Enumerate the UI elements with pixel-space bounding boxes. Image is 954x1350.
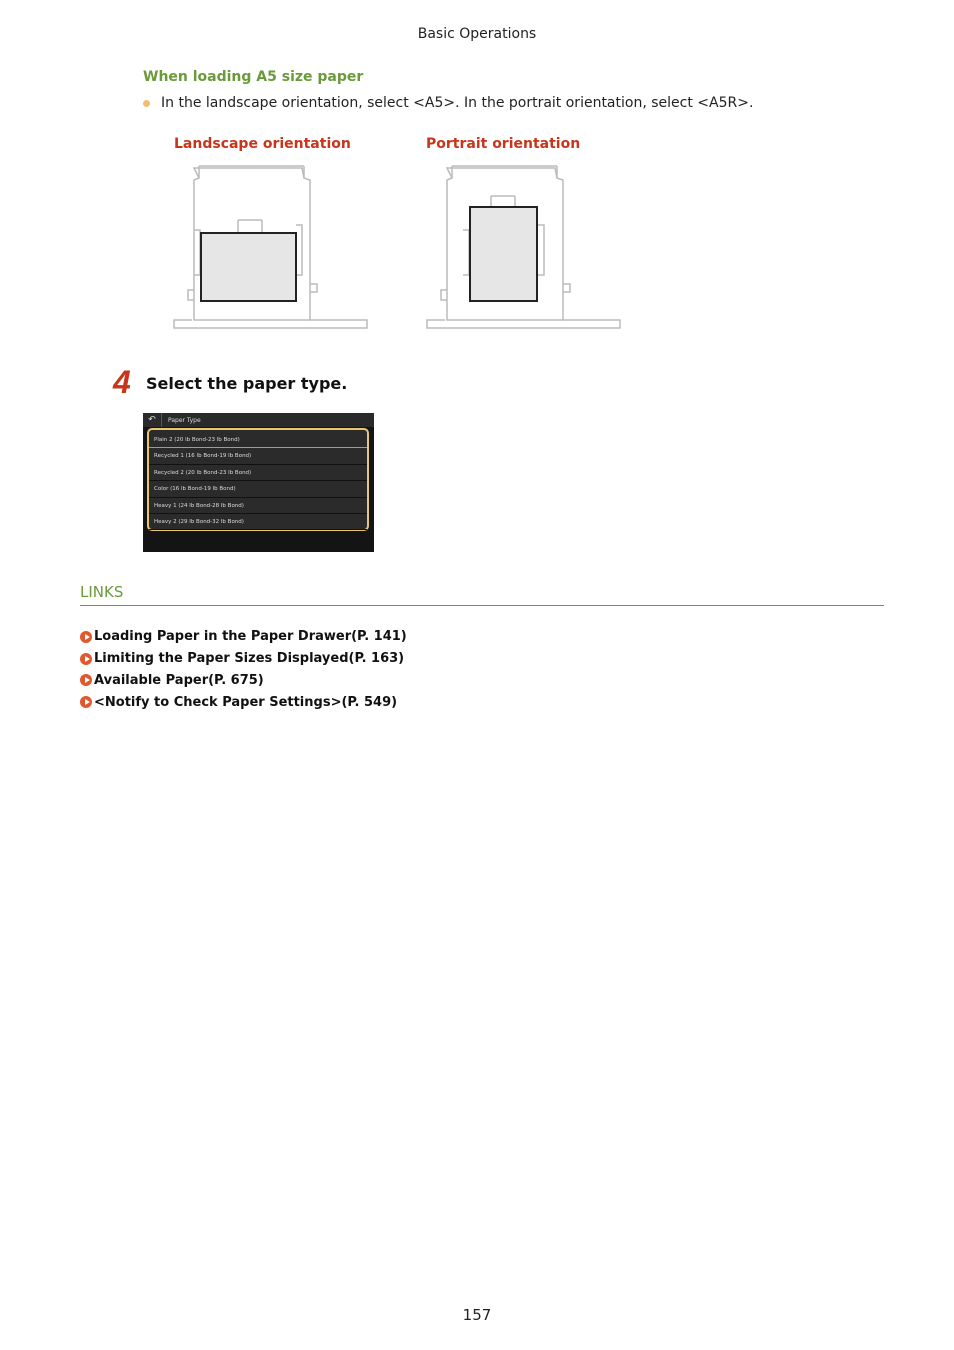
portrait-tray-illustration <box>425 160 625 332</box>
portrait-caption: Portrait orientation <box>426 136 581 152</box>
arrow-circle-icon <box>80 631 92 643</box>
step-title: Select the paper type. <box>146 374 348 393</box>
paper-type-item[interactable]: Recycled 2 (20 lb Bond-23 lb Bond) <box>149 465 367 481</box>
landscape-caption: Landscape orientation <box>174 136 351 152</box>
link-text[interactable]: Loading Paper in the Paper Drawer(P. 141) <box>94 629 407 645</box>
paper-type-item[interactable]: Plain 2 (20 lb Bond-23 lb Bond) <box>149 432 367 448</box>
step-number: 4 <box>113 364 131 400</box>
page-number: 157 <box>462 1306 492 1324</box>
link-notify-check-paper[interactable] <box>80 691 407 713</box>
screen-title: Paper Type <box>168 416 201 424</box>
paper-type-item[interactable]: Heavy 2 (29 lb Bond-32 lb Bond) <box>149 514 367 530</box>
a5-bullet-text: In the landscape orientation, select <A5>. In the portrait orientation, select <A5R>. <box>161 95 754 111</box>
bullet-dot-icon <box>143 100 150 107</box>
arrow-circle-icon <box>80 653 92 665</box>
a5-section-heading: When loading A5 size paper <box>143 69 364 85</box>
link-limiting-paper-sizes[interactable] <box>80 648 407 670</box>
screen-header <box>143 413 374 427</box>
arrow-circle-icon <box>80 674 92 686</box>
paper-type-item[interactable]: Heavy 1 (24 lb Bond-28 lb Bond) <box>149 498 367 514</box>
link-text[interactable]: <Notify to Check Paper Settings>(P. 549) <box>94 694 398 710</box>
links-list <box>80 626 407 713</box>
back-arrow-icon[interactable]: ↶ <box>143 413 162 427</box>
link-available-paper[interactable] <box>80 670 407 692</box>
links-divider <box>80 605 884 606</box>
paper-type-item[interactable]: Recycled 1 (16 lb Bond-19 lb Bond) <box>149 448 367 464</box>
link-text[interactable]: Limiting the Paper Sizes Displayed(P. 163) <box>94 651 405 667</box>
landscape-tray-illustration <box>172 160 372 332</box>
paper-type-screen <box>143 413 374 552</box>
link-loading-paper[interactable] <box>80 626 407 648</box>
arrow-circle-icon <box>80 696 92 708</box>
a5-bullet-item <box>143 95 753 111</box>
link-text[interactable]: Available Paper(P. 675) <box>94 672 264 688</box>
links-heading: LINKS <box>80 583 124 601</box>
paper-type-list <box>147 428 369 531</box>
paper-type-item[interactable]: Color (16 lb Bond-19 lb Bond) <box>149 481 367 497</box>
page-header: Basic Operations <box>417 26 537 42</box>
